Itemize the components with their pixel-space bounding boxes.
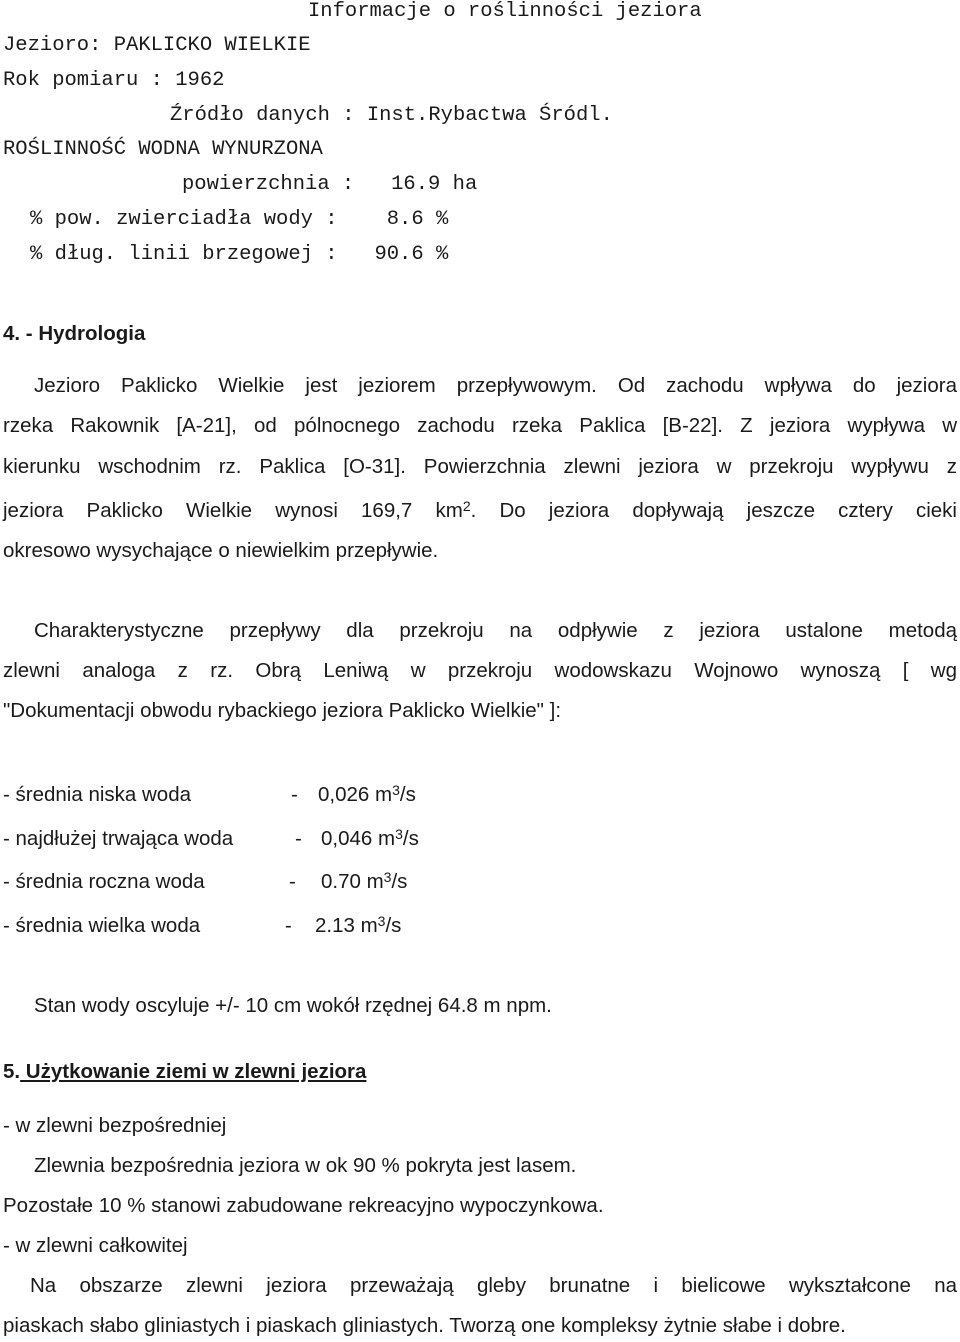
- flow-value: 0,026 $m^3/s$: [318, 782, 416, 806]
- flow-value: 0.70 $m^3/s$: [321, 869, 408, 893]
- soil-paragraph-line: Na obszarze zlewni jeziora przeważają gleby brunatne i bielicowe wykształcone na: [30, 1274, 957, 1297]
- flows-paragraph-line: zlewni analoga z rz. Obrą Leniwą w przekroju wodowskazu Wojnowo wynoszą [ wg: [3, 659, 957, 682]
- flow-value: 0,046 $m^3/s$: [321, 826, 419, 850]
- tributaries-text: . Do jeziora dopływają jeszcze cztery cieki: [470, 499, 957, 522]
- flows-paragraph-line: "Dokumentacji obwodu rybackiego jeziora Paklicko Wielkie" ]:: [3, 699, 562, 722]
- vegetation-surface-pct: % pow. zwierciadła wody : 8.6 %: [30, 208, 449, 231]
- direct-catchment-text: Zlewnia bezpośrednia jeziora w ok 90 % pokryta jest lasem.: [34, 1154, 577, 1177]
- hydrology-paragraph-line: [3, 499, 957, 523]
- catchment-area-text: jeziora Paklicko Wielkie wynosi 169,7 km: [3, 499, 463, 522]
- flow-label: - najdłużej trwająca woda: [3, 827, 234, 850]
- flows-paragraph-line: Charakterystyczne przepływy dla przekroju na odpływie z jeziora ustalone metodą: [34, 619, 957, 642]
- soil-paragraph-line: piaskach słabo gliniastych i piaskach gliniastych. Tworzą one kompleksy żytnie słabe i dobre.: [3, 1314, 846, 1337]
- flow-dash: -: [285, 914, 292, 937]
- flow-label: - średnia wielka woda: [3, 914, 201, 937]
- vegetation-area: powierzchnia : 16.9 ha: [182, 173, 478, 196]
- km-squared-exponent: 2: [462, 498, 471, 514]
- flow-dash: -: [295, 827, 302, 850]
- document-title: Informacje o roślinności jeziora: [308, 0, 702, 23]
- hydrology-paragraph-line: rzeka Rakownik [A-21], od pólnocnego zachodu rzeka Paklica [B-22]. Z jeziora wypływa w: [3, 414, 957, 437]
- hydrology-heading: 4. - Hydrologia: [3, 322, 146, 345]
- lake-name: Jezioro: PAKLICKO WIELKIE: [3, 34, 311, 57]
- flow-dash: -: [289, 870, 296, 893]
- flow-label: - średnia roczna woda: [3, 870, 205, 893]
- hydrology-paragraph-line: kierunku wschodnim rz. Paklica [O-31]. Powierzchnia zlewni jeziora w przekroju wypływu z: [3, 455, 957, 478]
- flow-dash: -: [291, 783, 298, 806]
- vegetation-section-title: ROŚLINNOŚĆ WODNA WYNURZONA: [3, 138, 323, 161]
- measurement-year: Rok pomiaru : 1962: [3, 69, 225, 92]
- vegetation-shoreline-pct: % dług. linii brzegowej : 90.6 %: [30, 243, 449, 266]
- total-catchment-label: - w zlewni całkowitej: [3, 1234, 188, 1257]
- data-source: Źródło danych : Inst.Rybactwa Śródl.: [170, 104, 613, 127]
- hydrology-paragraph-line: okresowo wysychające o niewielkim przepływie.: [3, 539, 439, 562]
- remaining-area-text: Pozostałe 10 % stanowi zabudowane rekreacyjno wypoczynkowa.: [3, 1194, 604, 1217]
- direct-catchment-label: - w zlewni bezpośredniej: [3, 1114, 227, 1137]
- hydrology-paragraph-line: Jezioro Paklicko Wielkie jest jeziorem przepływowym. Od zachodu wpływa do jeziora: [34, 374, 957, 397]
- water-level-note: Stan wody oscyluje +/- 10 cm wokół rzędnej 64.8 m npm.: [34, 994, 552, 1017]
- flow-value: 2.13 $m^3/s$: [315, 913, 402, 937]
- flow-label: - średnia niska woda: [3, 783, 192, 806]
- land-use-heading: 5. Użytkowanie ziemi w zlewni jeziora: [3, 1060, 367, 1083]
